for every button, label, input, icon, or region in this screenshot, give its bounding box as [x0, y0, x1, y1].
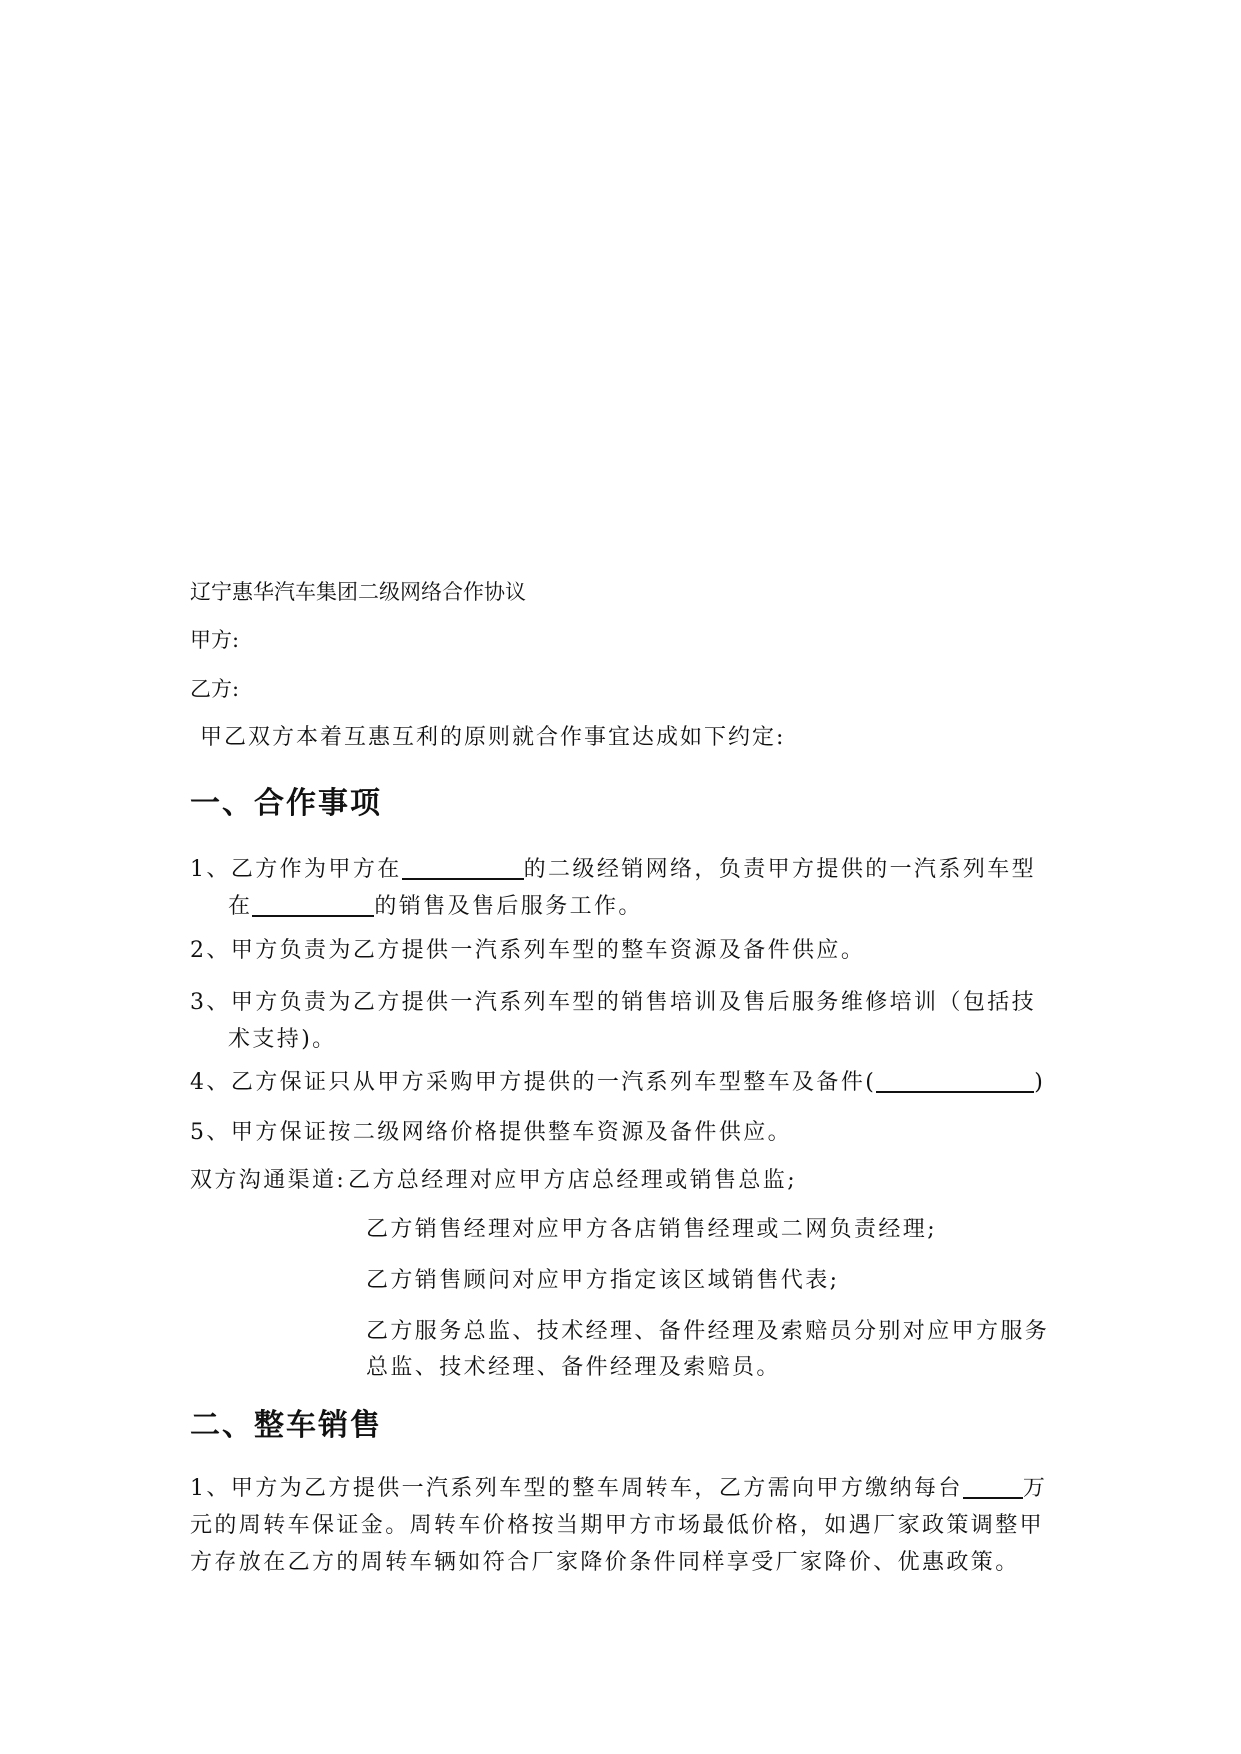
- channel-line-3: 乙方销售顾问对应甲方指定该区域销售代表;: [366, 1268, 840, 1293]
- clause-2-1: 1、甲方为乙方提供一汽系列车型的整车周转车，乙方需向甲方缴纳每台 万 元的周转车保证金。周转车价格按当期甲方市场最低价格，如遇厂家政策调整甲 方存放在乙方的周转车辆如符合厂家降价条件同样享受厂家降价、优惠政策。: [190, 1470, 1047, 1581]
- document-title: 辽宁惠华汽车集团二级网络合作协议: [190, 580, 526, 604]
- clause-number: 4、: [190, 1070, 231, 1095]
- clause-number: 1、: [190, 1476, 231, 1501]
- clause-1-2: 2、甲方负责为乙方提供一汽系列车型的整车资源及备件供应。: [190, 938, 866, 963]
- clause-number: 3、: [190, 990, 231, 1015]
- blank-line: [402, 852, 524, 880]
- party-a-label: 甲方:: [190, 628, 240, 652]
- section-heading-cooperation: 一、合作事项: [190, 786, 382, 821]
- channels-label: 双方沟通渠道:: [190, 1168, 347, 1193]
- clause-1-3: 3、甲方负责为乙方提供一汽系列车型的销售培训及售后服务维修培训（包括技 术支持)。: [190, 990, 1037, 1052]
- clause-number: 1、: [190, 857, 231, 882]
- blank-line: [876, 1065, 1034, 1093]
- party-b-label: 乙方:: [190, 677, 240, 701]
- channel-line-1: 乙方总经理对应甲方店总经理或销售总监;: [348, 1168, 798, 1193]
- channel-line-2: 乙方销售经理对应甲方各店销售经理或二网负责经理;: [366, 1217, 938, 1242]
- blank-line: [252, 889, 374, 917]
- intro-paragraph: 甲乙双方本着互惠互利的原则就合作事宜达成如下约定:: [200, 725, 786, 750]
- clause-1-4: 4、乙方保证只从甲方采购甲方提供的一汽系列车型整车及备件( ): [190, 1064, 1045, 1101]
- blank-line: [963, 1471, 1023, 1499]
- channel-line-4: 乙方服务总监、技术经理、备件经理及索赔员分别对应甲方服务 总监、技术经理、备件经理及索赔员。: [366, 1319, 1050, 1380]
- clause-number: 5、: [190, 1120, 231, 1145]
- clause-number: 2、: [190, 938, 231, 963]
- clause-1-5: 5、甲方保证按二级网络价格提供整车资源及备件供应。: [190, 1120, 793, 1145]
- clause-1-1: 1、乙方作为甲方在 的二级经销网络，负责甲方提供的一汽系列车型 在 的销售及售后服务工作。: [190, 851, 1036, 925]
- section-heading-vehicle-sales: 二、整车销售: [190, 1408, 382, 1443]
